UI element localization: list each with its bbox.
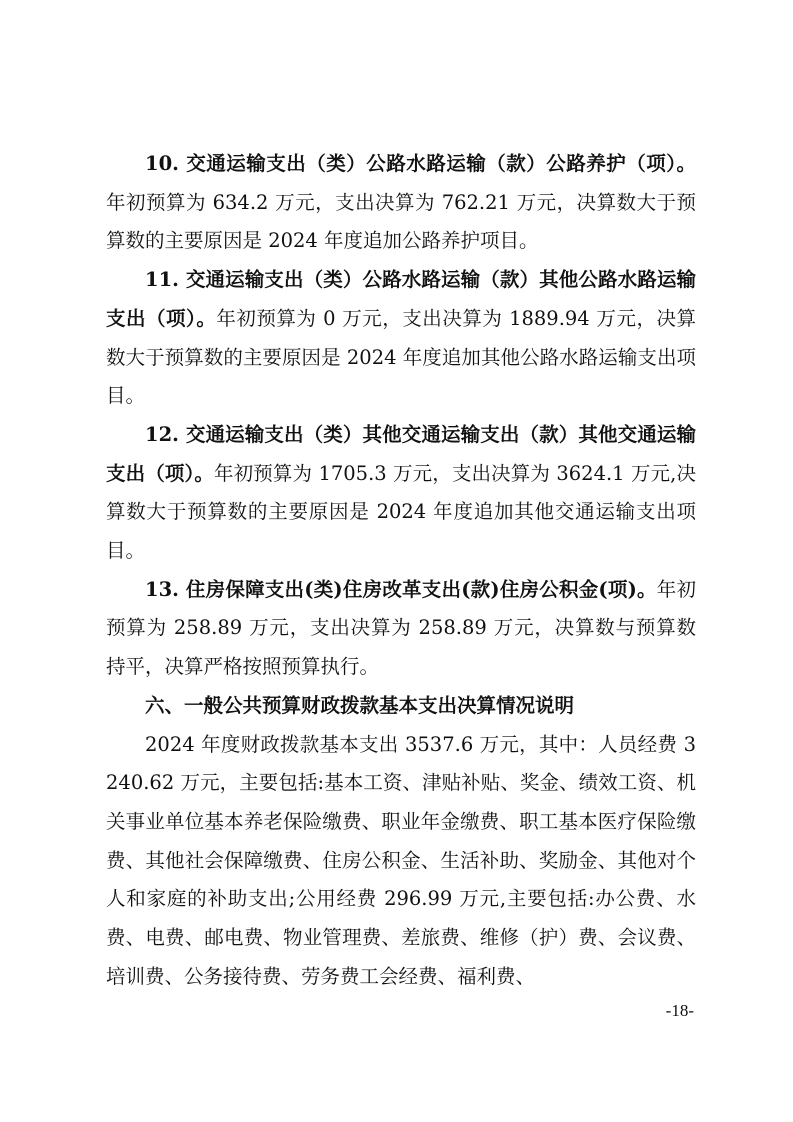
item-12-body: 年初预算为 1705.3 万元，支出决算为 3624.1 万元,决算数大于预算数的主要原因是 2024 年度追加其他交通运输支出项目。 [106,461,696,563]
section-heading: 六、一般公共预算财政拨款基本支出决算情况说明 [145,693,575,717]
item-10-title: 10. 交通运输支出（类）公路水路运输（款）公路养护（项）。 [145,152,696,175]
item-12-paragraph [106,416,696,571]
item-10-paragraph [106,145,696,261]
item-10-body: 年初预算为 634.2 万元，支出决算为 762.21 万元，决算数大于预算数的主要原因是 2024 年度追加公路养护项目。 [106,190,696,253]
page-number: -18- [665,1001,694,1020]
item-11-paragraph [106,261,696,416]
body-text [106,145,696,996]
item-13-body: 年初预算为 258.89 万元，支出决算为 258.89 万元，决算数与预算数持平，决算严格按照预算执行。 [106,577,696,679]
item-11-body: 年初预算为 0 万元，支出决算为 1889.94 万元，决算数大于预算数的主要原因是 2024 年度追加其他公路水路运输支出项目。 [106,306,696,408]
item-13-paragraph [106,571,696,687]
item-12-title: 12. 交通运输支出（类）其他交通运输支出（款）其他交通运输支出（项）。 [106,422,696,485]
item-13-title: 13. 住房保障支出(类)住房改革支出(款)住房公积金(项)。 [145,577,657,601]
item-11-title: 11. 交通运输支出（类）公路水路运输（款）其他公路水路运输支出（项）。 [106,268,696,330]
section-body-paragraph: 2024 年度财政拨款基本支出 3537.6 万元，其中：人员经费 3240.62 万元，主要包括:基本工资、津贴补贴、奖金、绩效工资、机关事业单位基本养老保险缴费、职业年金缴费、职工基本医疗保险缴费、其他社会保障缴费、住房公积金、生活补助、奖励金、其他对个人和家庭的补助支出;公用经费 296.99 万元,主要包括:办公费、水费、电费、邮电费、物业管理费、差旅费、维修（护）费、会议费、培训费、公务接待费、劳务费工会经费、福利费、 [106,732,696,988]
